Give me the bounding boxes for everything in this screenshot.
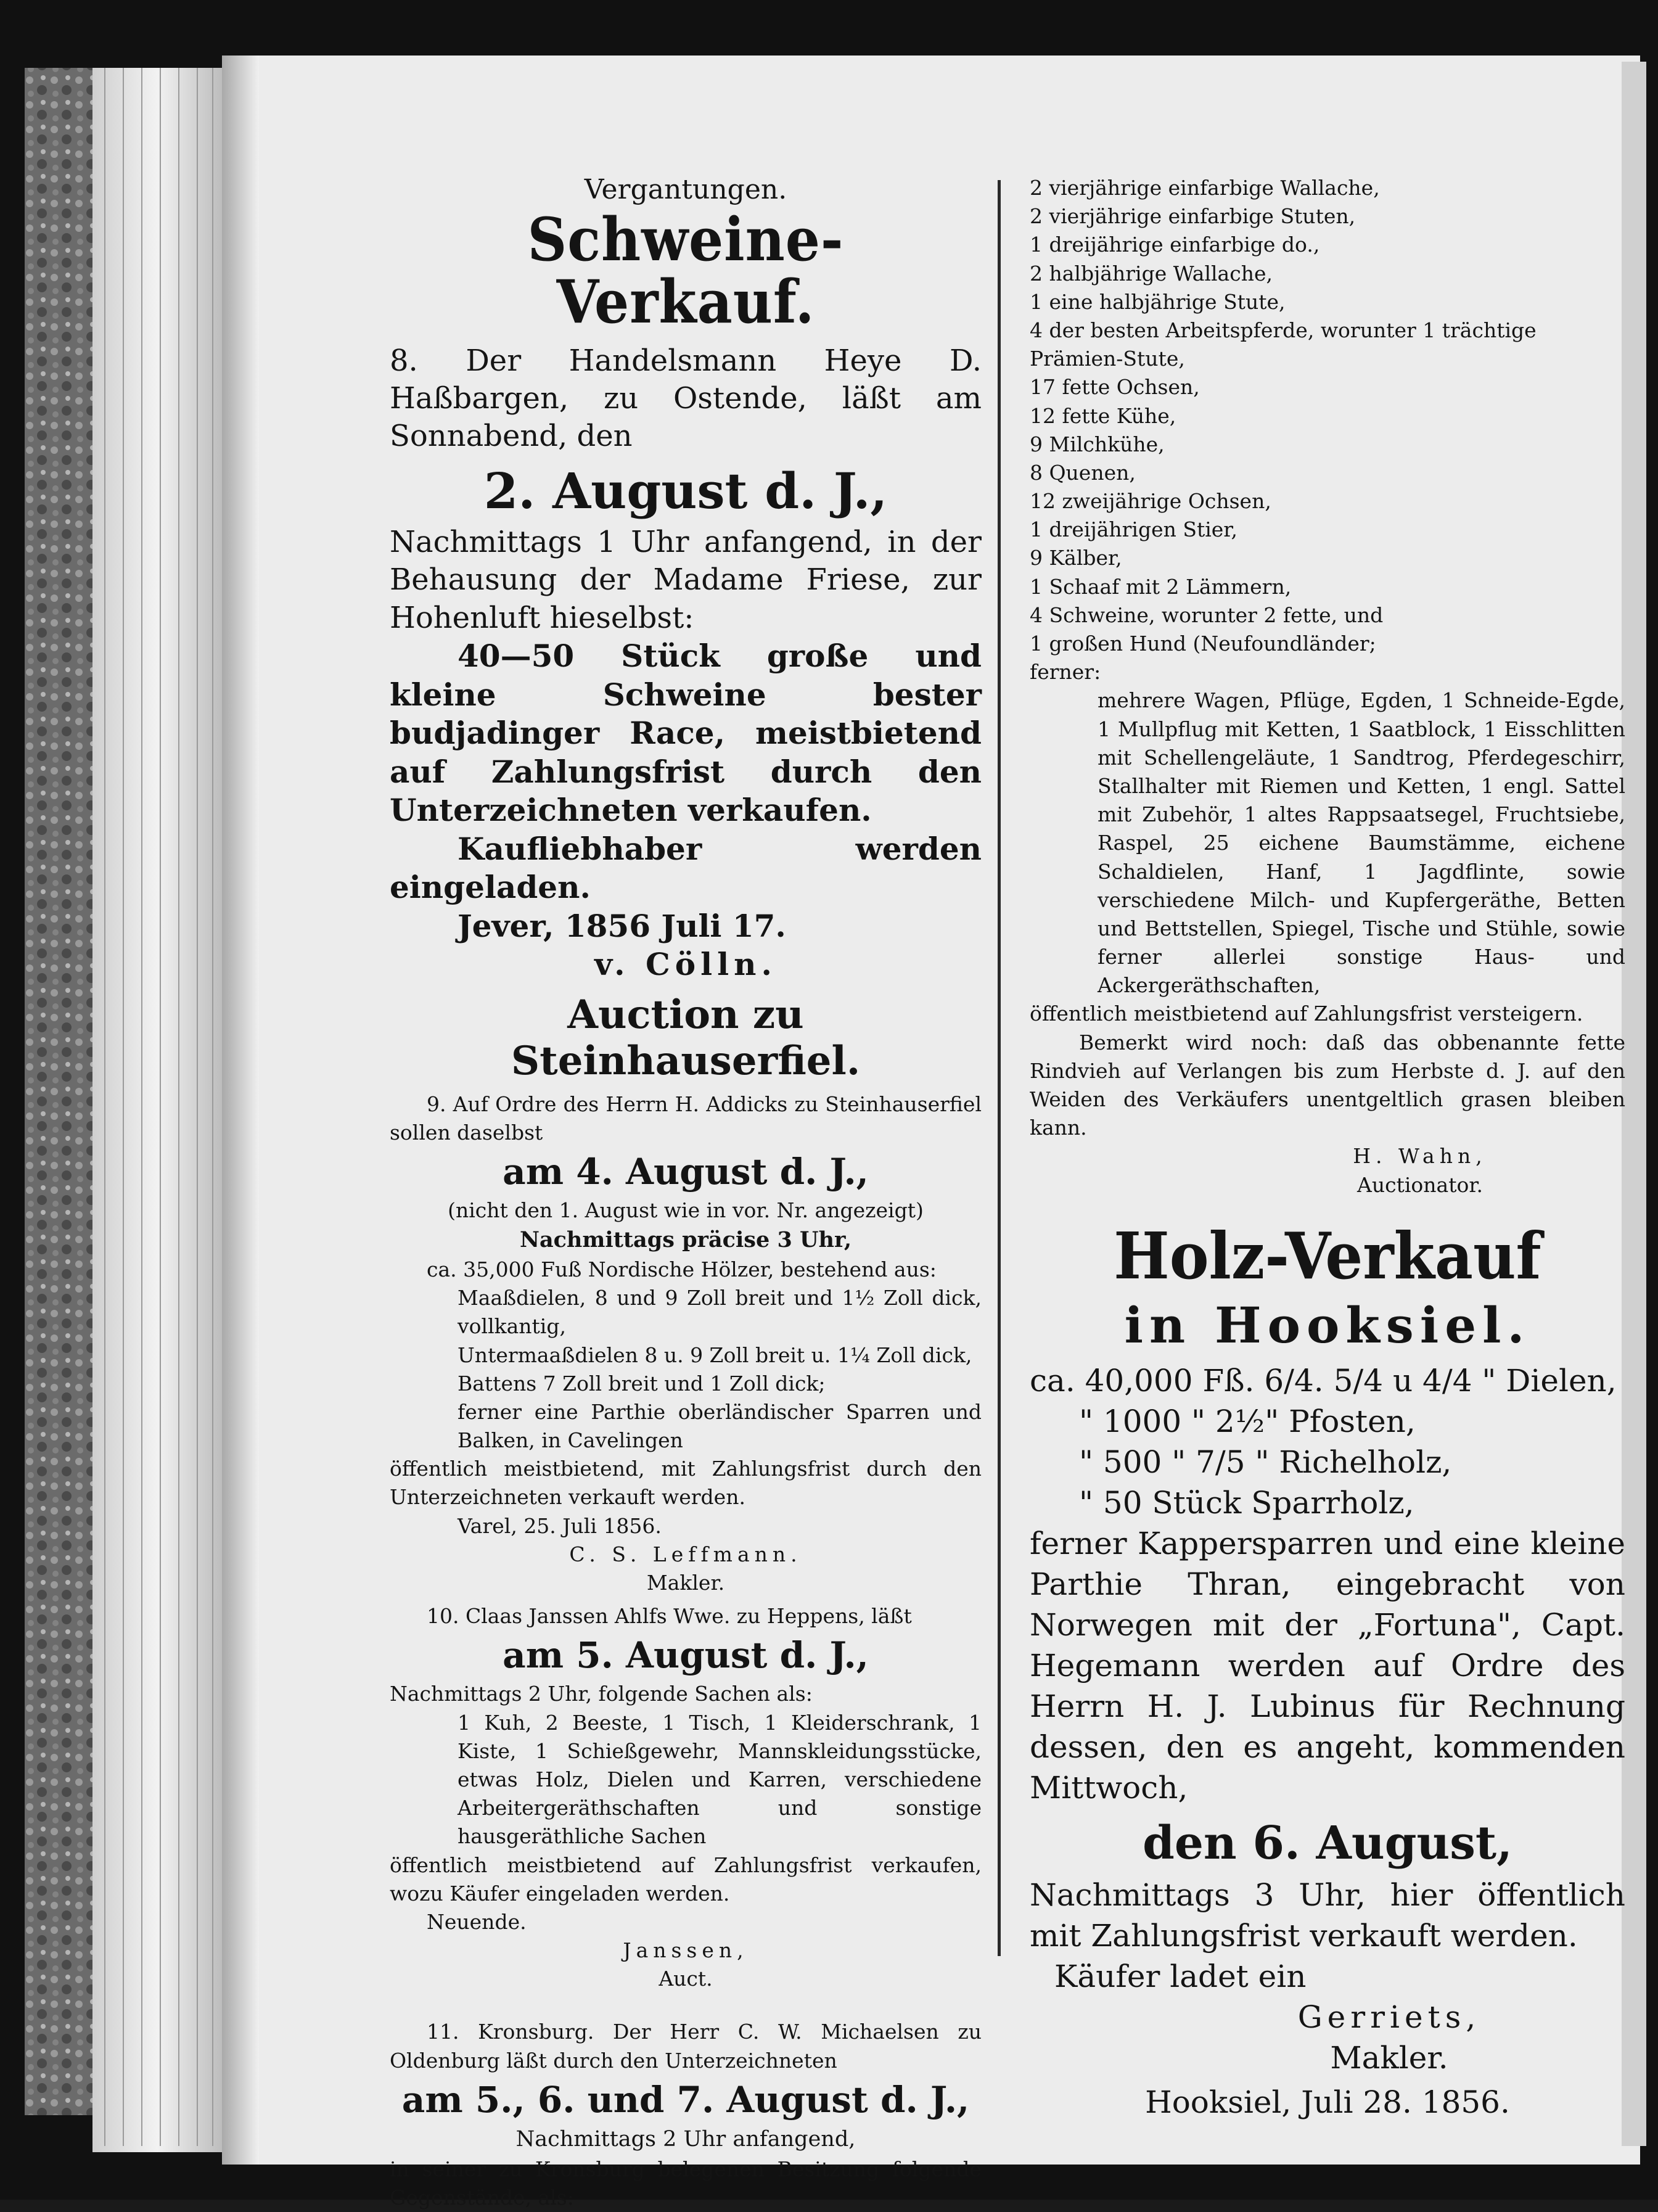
ad10-role: Auct. <box>659 1967 713 1991</box>
section-heading: Vergantungen. <box>584 174 787 205</box>
ad9-time: Nachmittags präcise 3 Uhr, <box>519 1227 852 1253</box>
ad10-line2: 1 Kuh, 2 Beeste, 1 Tisch, 1 Kleiderschrank, 1 Kiste, 1 Schießgewehr, Mannskleidungsstücke, etwas Holz, Dielen und Karren, verschiedene Arbeitergeräthschaften und sonstige hausgeräthliche Sachen <box>458 1710 982 1849</box>
holz-subtitle: in Hooksiel. <box>1124 1296 1531 1354</box>
ferner-label: ferner: <box>1030 660 1101 685</box>
animal-item: 12 fette Kühe, <box>1030 403 1176 428</box>
ad10-date: am 5. August d. J., <box>503 1634 869 1677</box>
ad8-line3: Kaufliebhaber werden eingeladen. <box>390 830 982 906</box>
holz-role: Makler. <box>1330 2039 1448 2076</box>
ad8-lead: 8. Der Handelsmann Heye D. Haßbargen, zu Ostende, läßt am Sonnabend, den <box>390 343 982 454</box>
animal-item: 2 vierjährige einfarbige Wallache, <box>1030 176 1380 200</box>
right-column <box>1030 174 1625 2123</box>
ad10-place: Neuende. <box>427 1909 527 1934</box>
holz-line3: " 500 " 7/5 " Richelholz, <box>1079 1444 1452 1480</box>
ad8-signature: v. Cölln. <box>594 946 777 983</box>
holz-line4: " 50 Stück Sparrholz, <box>1079 1484 1414 1521</box>
ad10-line3: öffentlich meistbietend auf Zahlungsfrist verkaufen, wozu Käufer eingeladen werden. <box>390 1852 982 1906</box>
auction-title: Auction zu Steinhauserfiel. <box>511 991 861 1084</box>
animal-list <box>1030 174 1625 658</box>
schweine-title: Schweine-Verkauf. <box>527 205 844 337</box>
holz-line1: ca. 40,000 Fß. 6/4. 5/4 u 4/4 " Dielen, <box>1030 1362 1617 1399</box>
ad9-role: Makler. <box>646 1571 725 1595</box>
animal-item: 12 zweijährige Ochsen, <box>1030 489 1271 514</box>
holz-signature: Gerriets, <box>1297 1999 1481 2035</box>
ad9-line3: Untermaaßdielen 8 u. 9 Zoll breit u. 1¼ Zoll dick, <box>458 1342 972 1367</box>
ad9-line1: ca. 35,000 Fuß Nordische Hölzer, bestehend aus: <box>427 1257 937 1281</box>
ad11-lead: 11. Kronsburg. Der Herr C. W. Michaelsen zu Oldenburg läßt durch den Unterzeichneten <box>390 2020 982 2073</box>
holz-invite: Käufer ladet ein <box>1054 1958 1307 1994</box>
ad11-line1: in seiner zu Kronsburg belegenen Besitzung folgende Gegenstände, als: <box>390 2156 982 2210</box>
animal-item: 9 Kälber, <box>1030 546 1122 570</box>
holz-line2: " 1000 " 2½" Pfosten, <box>1079 1403 1416 1439</box>
ad8-line1: Nachmittags 1 Uhr anfangend, in der Behausung der Madame Friese, zur Hohenluft hieselbst: <box>390 524 982 635</box>
holz-place: Hooksiel, Juli 28. 1856. <box>1145 2084 1510 2120</box>
animal-item: 4 Schweine, worunter 2 fette, und <box>1030 602 1384 627</box>
holz-date: den 6. August, <box>1143 1816 1512 1870</box>
wahn-signature: H. Wahn, <box>1353 1144 1487 1169</box>
animal-item: 1 dreijährigen Stier, <box>1030 517 1237 542</box>
ad8-line4: Jever, 1856 Juli 17. <box>458 907 786 944</box>
remark: Bemerkt wird noch: daß das obbenannte fette Rindvieh auf Verlangen bis zum Herbste d. J. auf den Weiden des Verkäufers unentgeltlich grasen bleiben kann. <box>1030 1030 1625 1140</box>
ad9-lead: 9. Auf Ordre des Herrn H. Addicks zu Steinhauserfiel sollen daselbst <box>390 1092 982 1145</box>
ad11-date: am 5., 6. und 7. August d. J., <box>401 2078 970 2121</box>
animal-item: 1 Schaaf mit 2 Lämmern, <box>1030 574 1292 599</box>
ad9-place: Varel, 25. Juli 1856. <box>458 1513 662 1538</box>
animal-item: 1 eine halbjährige Stute, <box>1030 289 1286 314</box>
ad9-line2: Maaßdielen, 8 und 9 Zoll breit und 1½ Zoll dick, vollkantig, <box>458 1286 982 1339</box>
animal-item: 9 Milchkühe, <box>1030 432 1165 456</box>
animal-item: 2 vierjährige einfarbige Stuten, <box>1030 204 1356 229</box>
column-divider <box>998 180 1001 1956</box>
ad9-date: am 4. August d. J., <box>503 1151 869 1193</box>
ad9-line5: ferner eine Parthie oberländischer Sparren und Balken, in Cavelingen <box>458 1399 982 1453</box>
animal-item: 4 der besten Arbeitspferde, worunter 1 trächtige Prämien-Stute, <box>1030 318 1537 371</box>
wahn-role: Auctionator. <box>1357 1172 1483 1197</box>
goods-list: mehrere Wagen, Pflüge, Egden, 1 Schneide-Egde, 1 Mullpflug mit Ketten, 1 Saatblock, 1 Eisschlitten mit Schellengeläute, 1 Sandtrog, Pferdegeschirr, Stallhalter mit Riemen und Ketten, 1 engl. Sattel mit Zubehör, 1 altes Rappsaatsegel, Fruchtsiebe, Raspel, 25 eichene Baumstämme, eichene Schaldielen, Hanf, 1 Jagdflinte, sowie verschiedene Milch- und Kupfergeräthe, Betten und Bettstellen, Spiegel, Tische und Stühle, sowie ferner allerlei sonstige Haus- und Ackergeräthschaften, <box>1098 688 1625 998</box>
ad10-signature: Janssen, <box>623 1938 749 1963</box>
ad9-line4: Battens 7 Zoll breit und 1 Zoll dick; <box>458 1371 826 1396</box>
sale-line: öffentlich meistbietend auf Zahlungsfrist versteigern. <box>1030 1001 1583 1026</box>
animal-item: 1 großen Hund (Neufoundländer; <box>1030 631 1376 656</box>
ad8-date: 2. August d. J., <box>483 461 888 520</box>
holz-title: Holz-Verkauf <box>1114 1217 1541 1294</box>
ad9-note: (nicht den 1. August wie in vor. Nr. angezeigt) <box>448 1198 924 1223</box>
ad8-line2: 40—50 Stück große und kleine Schweine bester budjadinger Race, meistbietend auf Zahlungsfrist durch den Unterzeichneten verkaufen. <box>390 638 982 829</box>
ad10-line1: Nachmittags 2 Uhr, folgende Sachen als: <box>390 1682 813 1706</box>
left-column <box>390 174 982 2212</box>
holz-after: Nachmittags 3 Uhr, hier öffentlich mit Zahlungsfrist verkauft werden. <box>1030 1877 1625 1954</box>
animal-item: 2 halbjährige Wallache, <box>1030 261 1273 286</box>
holz-body: ferner Kappersparren und eine kleine Parthie Thran, eingebracht von Norwegen mit der „Fortuna", Capt. Hegemann werden auf Ordre des Herrn H. J. Lubinus für Rechnung dessen, den es angeht, kommenden Mittwoch, <box>1030 1525 1625 1806</box>
animal-item: 17 fette Ochsen, <box>1030 375 1200 400</box>
ad9-line6: öffentlich meistbietend, mit Zahlungsfrist durch den Unterzeichneten verkauft werden. <box>390 1457 982 1510</box>
ad11-time: Nachmittags 2 Uhr anfangend, <box>515 2126 856 2152</box>
ad9-signature: C. S. Leffmann. <box>569 1542 802 1566</box>
animal-item: 1 dreijährige einfarbige do., <box>1030 232 1320 257</box>
animal-item: 8 Quenen, <box>1030 460 1136 485</box>
ad10-lead: 10. Claas Janssen Ahlfs Wwe. zu Heppens, läßt <box>427 1604 912 1629</box>
